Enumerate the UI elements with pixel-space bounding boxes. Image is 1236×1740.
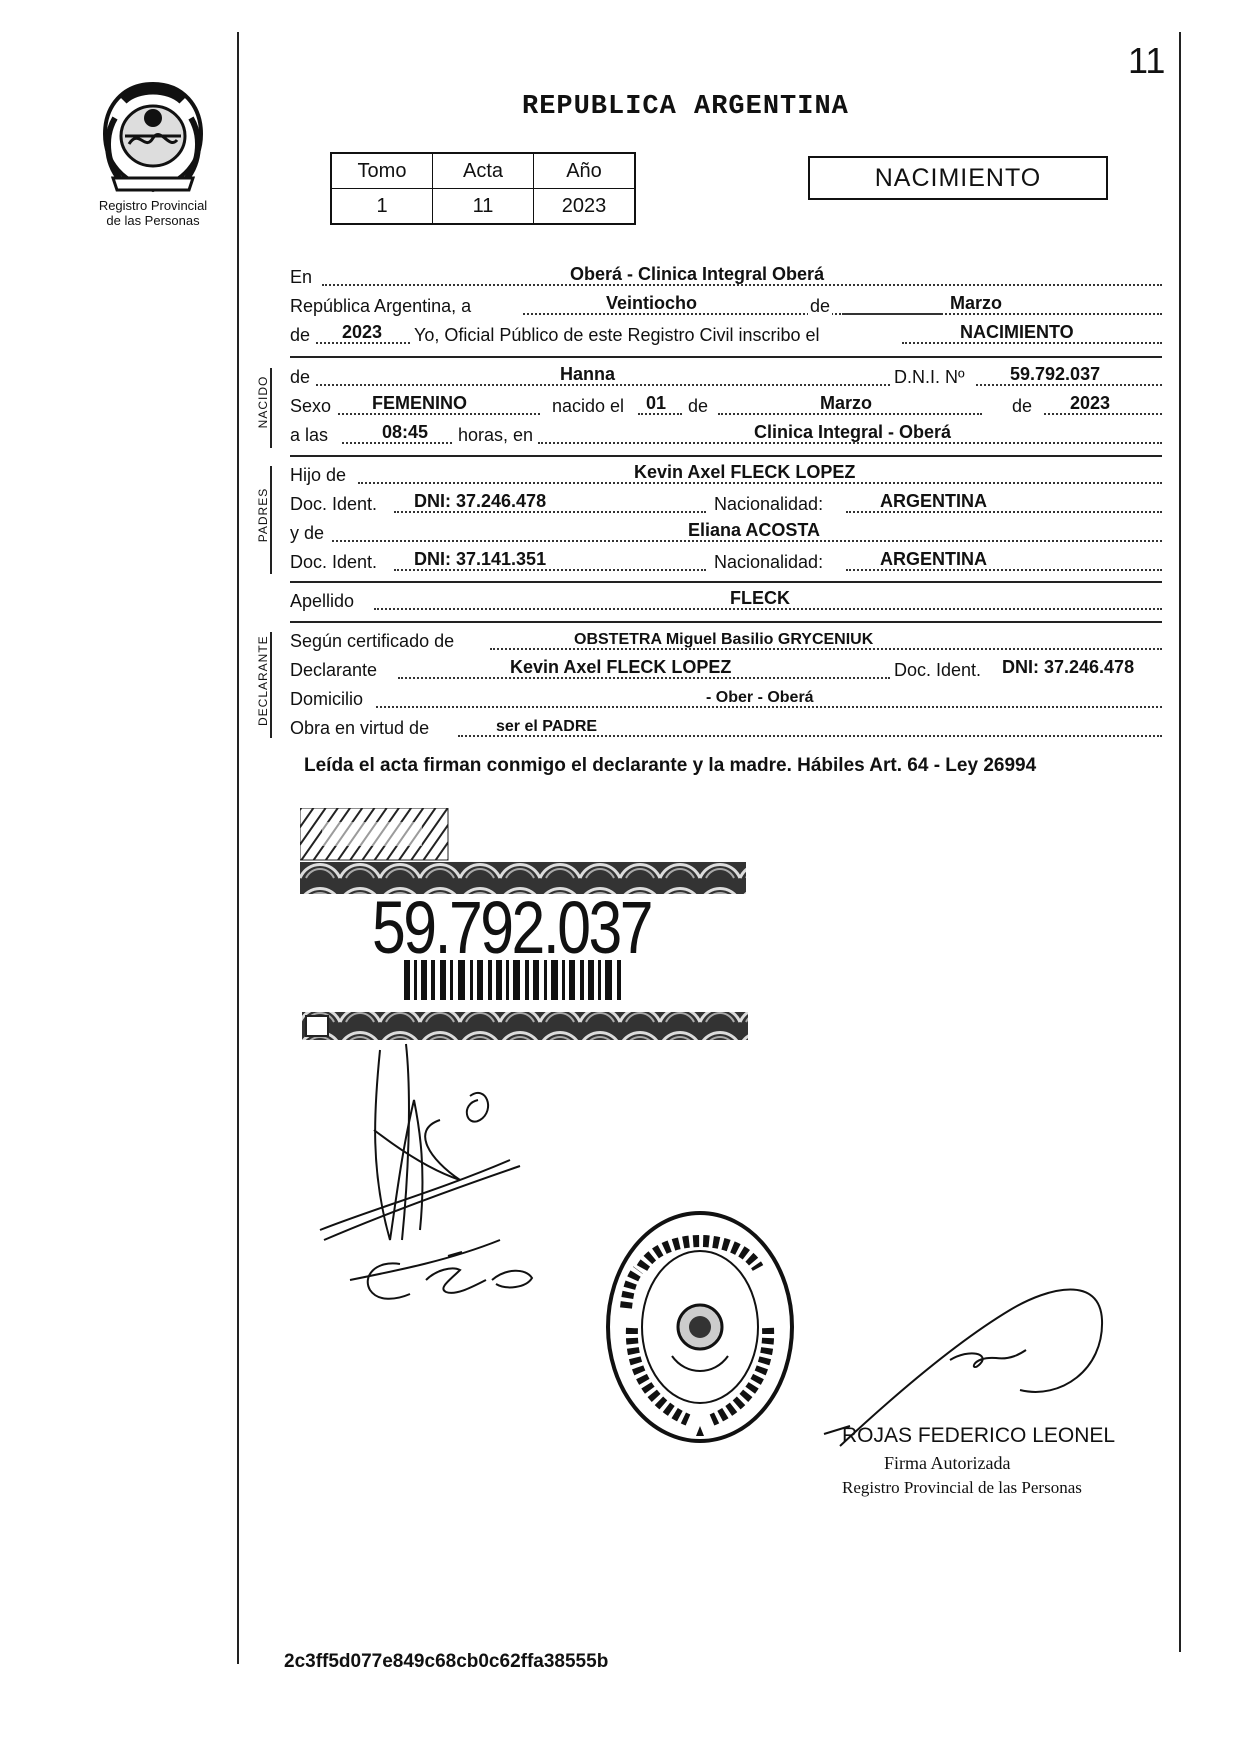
logo-caption bbox=[83, 198, 223, 228]
father-doc: DNI: 37.246.478 bbox=[414, 491, 547, 511]
label-segun-certificado: Según certificado de bbox=[290, 631, 455, 651]
label-horas-en: horas, en bbox=[458, 425, 534, 445]
label-de: de bbox=[810, 296, 831, 316]
section-divider bbox=[290, 621, 1162, 623]
book-reference-table bbox=[330, 152, 636, 225]
section-bar-parents bbox=[270, 466, 272, 574]
official-signature bbox=[820, 1270, 1120, 1450]
mother-name: Eliana ACOSTA bbox=[688, 520, 821, 540]
row-surname bbox=[290, 586, 1162, 614]
document-heading: REPUBLICA ARGENTINA bbox=[522, 92, 849, 122]
signatory-office: Registro Provincial de las Personas bbox=[842, 1478, 1082, 1497]
label-doc-ident: Doc. Ident. bbox=[290, 494, 378, 514]
logo-caption-line1: Registro Provincial bbox=[98, 198, 208, 213]
book-table-value-row bbox=[331, 189, 635, 225]
label-de-name: de bbox=[290, 367, 311, 387]
act-year: 2023 bbox=[342, 322, 383, 342]
label-nacionalidad-2: Nacionalidad: bbox=[714, 552, 824, 572]
row-certificate bbox=[290, 626, 1162, 654]
signature-icon bbox=[820, 1270, 1120, 1450]
signature-icon bbox=[356, 1240, 566, 1320]
row-place bbox=[290, 262, 1162, 290]
declarant-doc: DNI: 37.246.478 bbox=[1002, 657, 1135, 677]
label-republica: República Argentina, a bbox=[290, 296, 472, 316]
declarant-name: Kevin Axel FLECK LOPEZ bbox=[510, 657, 732, 677]
child-birth-month: Marzo bbox=[820, 393, 873, 413]
right-margin-line bbox=[1179, 32, 1181, 1652]
act-day-words: Veintiocho bbox=[606, 293, 698, 313]
declarant-capacity: ser el PADRE bbox=[496, 718, 598, 735]
child-dni: 59.792.037 bbox=[1010, 364, 1101, 384]
label-obra-en-virtud: Obra en virtud de bbox=[290, 718, 430, 738]
tomo-value: 1 bbox=[331, 189, 433, 225]
child-birth-year: 2023 bbox=[1070, 393, 1111, 413]
act-place: Oberá - Clinica Integral Oberá bbox=[570, 264, 825, 284]
label-domicilio: Domicilio bbox=[290, 689, 364, 709]
seal-icon bbox=[93, 78, 213, 196]
row-child-name bbox=[290, 362, 1162, 390]
mother-doc: DNI: 37.141.351 bbox=[414, 549, 547, 569]
mother-nationality: ARGENTINA bbox=[880, 549, 987, 569]
label-en: En bbox=[290, 267, 313, 287]
row-capacity bbox=[290, 713, 1162, 741]
row-father-name bbox=[290, 460, 1162, 488]
page-number: 11 bbox=[1128, 40, 1166, 81]
child-birth-day: 01 bbox=[646, 393, 667, 413]
row-address bbox=[290, 684, 1162, 712]
closing-statement: Leída el acta firman conmigo el declarante y la madre. Hábiles Art. 64 - Ley 26994 bbox=[304, 755, 1037, 776]
section-bar-born bbox=[270, 368, 272, 448]
label-a-las: a las bbox=[290, 425, 329, 445]
acta-header: Acta bbox=[433, 153, 534, 189]
label-oficial: Yo, Oficial Público de este Registro Civil inscribo el bbox=[414, 325, 820, 345]
section-divider bbox=[290, 455, 1162, 457]
father-name: Kevin Axel FLECK LOPEZ bbox=[634, 462, 856, 482]
certificate-by: OBSTETRA Miguel Basilio GRYCENIUK bbox=[574, 631, 874, 648]
sticker-number: 59.792.037 bbox=[372, 886, 652, 969]
row-mother-name bbox=[290, 518, 1162, 546]
row-mother-doc bbox=[290, 547, 1162, 575]
left-margin-line bbox=[237, 32, 239, 1664]
label-de-year: de bbox=[290, 325, 311, 345]
signatory-name: ROJAS FEDERICO LEONEL bbox=[842, 1424, 1116, 1447]
acta-value: 11 bbox=[433, 189, 534, 225]
declarant-address: - Ober - Oberá bbox=[706, 689, 814, 706]
father-nationality: ARGENTINA bbox=[880, 491, 987, 511]
child-name: Hanna bbox=[560, 364, 616, 384]
mother-signature bbox=[356, 1240, 566, 1320]
ano-value: 2023 bbox=[534, 189, 636, 225]
section-label-parents: PADRES bbox=[256, 487, 270, 543]
row-date bbox=[290, 291, 1162, 319]
tomo-header: Tomo bbox=[331, 153, 433, 189]
book-table-header-row bbox=[331, 153, 635, 189]
label-nacionalidad: Nacionalidad: bbox=[714, 494, 824, 514]
stamp-icon bbox=[602, 1208, 798, 1446]
section-label-declarant: DECLARANTE bbox=[256, 635, 270, 726]
section-label-born: NACIDO bbox=[256, 375, 270, 429]
label-de-month: de bbox=[688, 396, 709, 416]
document-hash: 2c3ff5d077e849c68cb0c62ffa38555b bbox=[284, 1651, 609, 1672]
section-bar-declarant bbox=[270, 632, 272, 738]
row-declarant bbox=[290, 655, 1162, 683]
act-kind: NACIMIENTO bbox=[960, 322, 1074, 342]
label-dni: D.N.I. Nº bbox=[894, 367, 965, 387]
row-sex-birthdate bbox=[290, 391, 1162, 419]
act-month: Marzo bbox=[950, 293, 1003, 313]
label-nacido-el: nacido el bbox=[552, 396, 625, 416]
official-stamp bbox=[602, 1208, 798, 1446]
label-hijo-de: Hijo de bbox=[290, 465, 347, 485]
child-birth-time: 08:45 bbox=[382, 422, 429, 442]
label-declarante: Declarante bbox=[290, 660, 378, 680]
child-sex: FEMENINO bbox=[372, 393, 468, 413]
label-sexo: Sexo bbox=[290, 396, 332, 416]
child-surname: FLECK bbox=[730, 588, 790, 608]
row-time-place bbox=[290, 420, 1162, 448]
label-y-de: y de bbox=[290, 523, 325, 543]
record-type-box: NACIMIENTO bbox=[808, 156, 1108, 200]
child-birth-place: Clinica Integral - Oberá bbox=[754, 422, 952, 442]
row-year bbox=[290, 320, 1162, 348]
logo-caption-line2: de las Personas bbox=[106, 213, 200, 228]
label-doc-ident-2: Doc. Ident. bbox=[290, 552, 378, 572]
section-divider bbox=[290, 581, 1162, 583]
section-divider bbox=[290, 356, 1162, 358]
provincial-logo bbox=[93, 78, 213, 196]
row-father-doc bbox=[290, 489, 1162, 517]
label-doc-ident-3: Doc. Ident. bbox=[894, 660, 982, 680]
ano-header: Año bbox=[534, 153, 636, 189]
label-de-birth-year: de bbox=[1012, 396, 1033, 416]
label-apellido: Apellido bbox=[290, 591, 355, 611]
signatory-role: Firma Autorizada bbox=[884, 1453, 1011, 1473]
